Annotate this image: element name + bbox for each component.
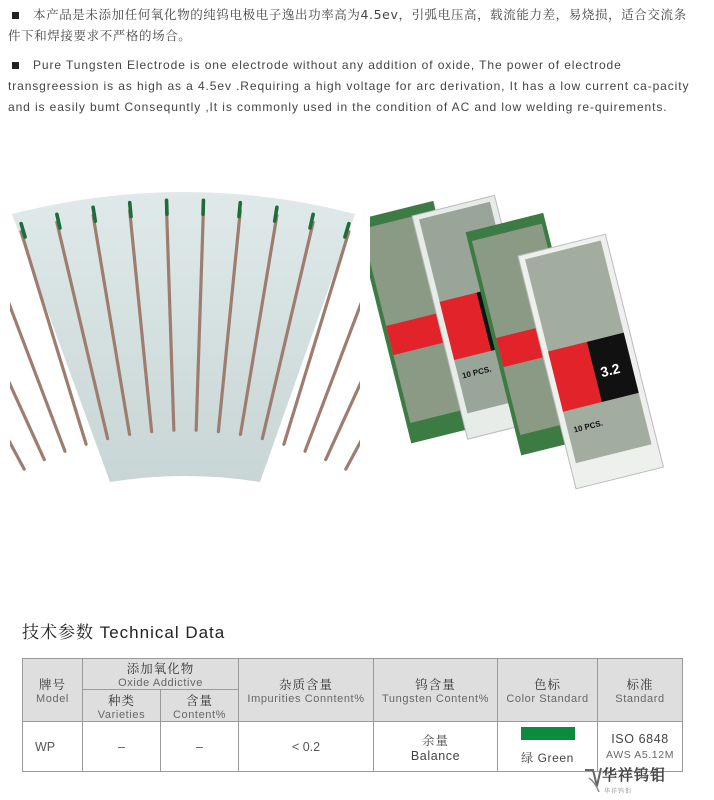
header-varieties: 种类 Varieties <box>83 690 161 722</box>
intro-chinese <box>8 4 698 46</box>
electrode-rod <box>10 273 24 469</box>
color-swatch <box>521 727 575 740</box>
cell-impurity: < 0.2 <box>239 722 374 772</box>
header-oxide: 添加氧化物 Oxide Addictive <box>83 659 239 690</box>
header-standard: 标准 Standard <box>598 659 683 722</box>
brand-name: 华祥钨钼 <box>602 766 667 784</box>
cell-standard: ISO 6848 AWS A5.12M <box>598 722 683 772</box>
electrode-rod <box>346 273 360 469</box>
electrode-tip <box>93 207 95 221</box>
cell-content: – <box>161 722 239 772</box>
electrode-tip <box>275 207 277 221</box>
intro-english <box>8 55 698 118</box>
header-color: 色标 Color Standard <box>498 659 598 722</box>
bullet-icon <box>12 12 19 19</box>
electrode-tip <box>130 203 131 217</box>
color-label: 绿 Green <box>521 751 574 765</box>
cell-varieties: – <box>83 722 161 772</box>
cell-tungsten: 余量 Balance <box>374 722 498 772</box>
header-impurities: 杂质含量 Impurities Conntent% <box>239 659 374 722</box>
cell-model: WP <box>23 722 83 772</box>
header-content: 含量 Content% <box>161 690 239 722</box>
technical-data-table <box>22 658 683 772</box>
svg-text:10 PCS.: 10 PCS. <box>461 364 493 381</box>
intro-chinese-text: 本产品是未添加任何氧化物的纯钨电极电子逸出功率高为4.5ev，引弧电压高，载流能力差，易烧损，适合交流条件下和焊接要求不严格的场合。 <box>8 7 687 43</box>
svg-text:3.2: 3.2 <box>598 359 622 381</box>
brand-subtitle: 华祥钨钼 <box>604 788 633 795</box>
electrode-fan-photo <box>10 180 360 490</box>
intro-english-text: Pure Tungsten Electrode is one electrode without any addition of oxide, The power of electrode transgreession is as high as a 4.5ev .Requiring a high voltage for arc derivation, It has a low current ca-pacity and is easily bumt Consequntly ,It is commonly used in the condition of AC and low welding re-quirements. <box>8 58 690 114</box>
section-title: 技术参数 Technical Data <box>22 623 226 642</box>
bullet-icon <box>12 62 19 69</box>
electrode-boxes-photo <box>370 180 705 495</box>
svg-text:10 PCS.: 10 PCS. <box>572 418 604 435</box>
electrode-tip <box>239 203 240 217</box>
header-model: 牌号 Model <box>23 659 83 722</box>
header-tungsten: 钨含量 Tungsten Content% <box>374 659 498 722</box>
